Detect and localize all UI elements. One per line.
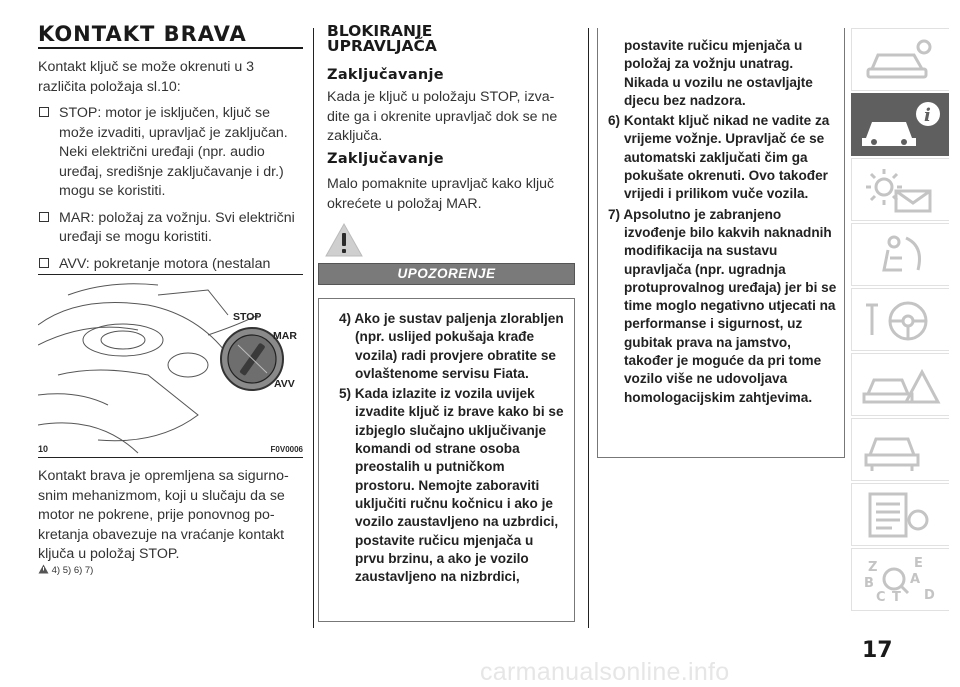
label-mar: MAR <box>273 330 297 342</box>
tab-maintenance[interactable] <box>851 418 949 481</box>
svg-text:i: i <box>924 105 931 126</box>
checkbox-bullet-icon <box>39 212 49 222</box>
index-letter: D <box>924 588 935 603</box>
warning-header-bar: UPOZORENJE <box>318 263 575 285</box>
subheading-zakljucavanje-2: Zaključavanje <box>327 151 444 167</box>
label-stop: STOP <box>233 311 262 323</box>
breakdown-triangle-icon <box>862 360 942 410</box>
tab-emergency[interactable] <box>851 353 949 416</box>
car-dashboard-icon <box>862 35 942 85</box>
title-line-2: UPRAVLJAČA <box>327 37 437 55</box>
figure-number: 10 <box>38 444 49 454</box>
warning-box-continued <box>597 28 845 458</box>
index-letter: C <box>876 590 886 605</box>
page-number: 17 <box>862 638 893 663</box>
bullet-avv-text: AVV: pokretanje motora (nestalan <box>59 255 271 272</box>
watermark: carmanualsonline.info <box>480 658 730 686</box>
security-paragraph: Kontakt brava je opremljena sa sigurno-snim mehanizmom, koji u slučaju da se motor ne pokrene, prije ponovnog po-kretanja obavezuje na vraćanje kontakt ključa u položaj STOP. <box>38 468 289 562</box>
warning-references-text: 4) 5) 6) 7) <box>51 565 94 576</box>
label-avv: AVV <box>274 378 295 390</box>
index-letter: E <box>914 556 923 571</box>
ignition-switch-illustration <box>38 275 303 457</box>
bullet-mar <box>38 209 306 248</box>
checkbox-bullet-icon <box>39 107 49 117</box>
title-line-1: BLOKIRANJE <box>327 22 433 40</box>
tab-technical-data[interactable] <box>851 483 949 546</box>
index-letter: T <box>892 590 901 605</box>
car-info-icon <box>862 100 942 150</box>
technical-data-icon <box>862 490 942 540</box>
tab-index[interactable] <box>851 548 949 611</box>
car-maintenance-icon <box>862 425 942 475</box>
airbag-safety-icon <box>862 230 942 280</box>
column-divider <box>588 28 589 628</box>
bullet-mar-text: MAR: položaj za vožnju. Svi električni uređaji se mogu koristiti. <box>59 209 295 245</box>
bullet-stop-text: STOP: motor je isključen, ključ se može izvaditi, upravljač je zaključan. Neki električni uređaji (npr. audio uređaj, središnje zaključavanje i dr.) mogu se koristiti. <box>59 105 288 199</box>
title-underline <box>38 47 303 49</box>
tab-vehicle-info[interactable] <box>851 93 949 156</box>
warning-lights-icon <box>862 165 942 215</box>
unlocking-text: Malo pomaknite upravljač kako ključ okrećete u položaj MAR. <box>327 176 555 212</box>
warning-list-col3 <box>608 37 838 407</box>
intro-paragraph: Kontakt ključ se može okrenuti u 3 različita položaja sl.10: <box>38 59 255 95</box>
warning-triangle-icon <box>38 564 49 574</box>
column-1-text <box>38 58 306 301</box>
figure-code: F0V0006 <box>270 445 303 454</box>
warning-item-4: 4) Ako je sustav paljenja zlorabljen (npr. uslijed pokušaja krađe vozila) radi provjere obratite se ovlaštenome servisu Fiata. <box>339 311 564 381</box>
bullet-stop <box>38 104 306 202</box>
tab-starting-driving[interactable] <box>851 288 949 351</box>
index-letter: B <box>864 576 874 591</box>
tab-safety[interactable] <box>851 223 949 286</box>
warning-item-7: 7) Apsolutno je zabranjeno izvođenje bilo kakvih naknadnih modifikacija na sustavu upravljača (npr. ugradnja protuprovalnog uređaja) jer bi se time moglo negativno utjecati na performanse i sigurnost, uz gubitak prava na jamstvo, također je moguće da pri tome vozilo više ne udovoljava homologacijskim zahtjevima. <box>608 206 837 405</box>
steering-wheel-icon <box>862 295 942 345</box>
section-title-blokiranje-upravljaca <box>327 24 437 54</box>
index-letter: A <box>910 572 921 587</box>
ignition-figure <box>38 274 303 458</box>
section-title-kontakt-brava: KONTAKT BRAVA <box>38 22 247 46</box>
warning-item-5: 5) Kada izlazite iz vozila uvijek izvadite ključ iz brave kako bi se izbjeglo slučajno uključivanje komandi od strane osoba preostalih u putničkom prostoru. Nemojte zaboraviti uključiti ručnu kočnicu i ako je vozilo zaustavljeno na uzbrdici, postavite ručicu mjenjača u prvu brzinu, a ako je vozilo zaustavljeno na nizbrdici, <box>339 386 564 585</box>
warning-box <box>318 298 575 622</box>
tab-warning-lights[interactable] <box>851 158 949 221</box>
alphabetical-index-icon <box>862 555 942 605</box>
locking-text: Kada je ključ u položaju STOP, izva-dite ga i okrenite upravljač dok se ne zaključa. <box>327 89 558 144</box>
checkbox-bullet-icon <box>39 258 49 268</box>
tab-dashboard[interactable] <box>851 28 949 91</box>
subheading-zakljucavanje-1: Zaključavanje <box>327 67 444 83</box>
column-divider <box>313 28 314 628</box>
warning-references <box>38 564 93 576</box>
warning-triangle-icon <box>324 222 364 258</box>
warning-item-6: 6) Kontakt ključ nikad ne vadite za vrijeme vožnje. Upravljač će se automatski zaključati čim ga pokušate okrenuti. Ovo također vrijedi i prilikom vuče vozila. <box>608 113 830 202</box>
warning-item-5-continued: postavite ručicu mjenjača u položaj za vožnju unatrag. Nikada u vozilu ne ostavljajte djecu bez nadzora. <box>624 38 813 108</box>
index-letter: Z <box>868 560 878 575</box>
warning-list-col2 <box>339 310 564 586</box>
